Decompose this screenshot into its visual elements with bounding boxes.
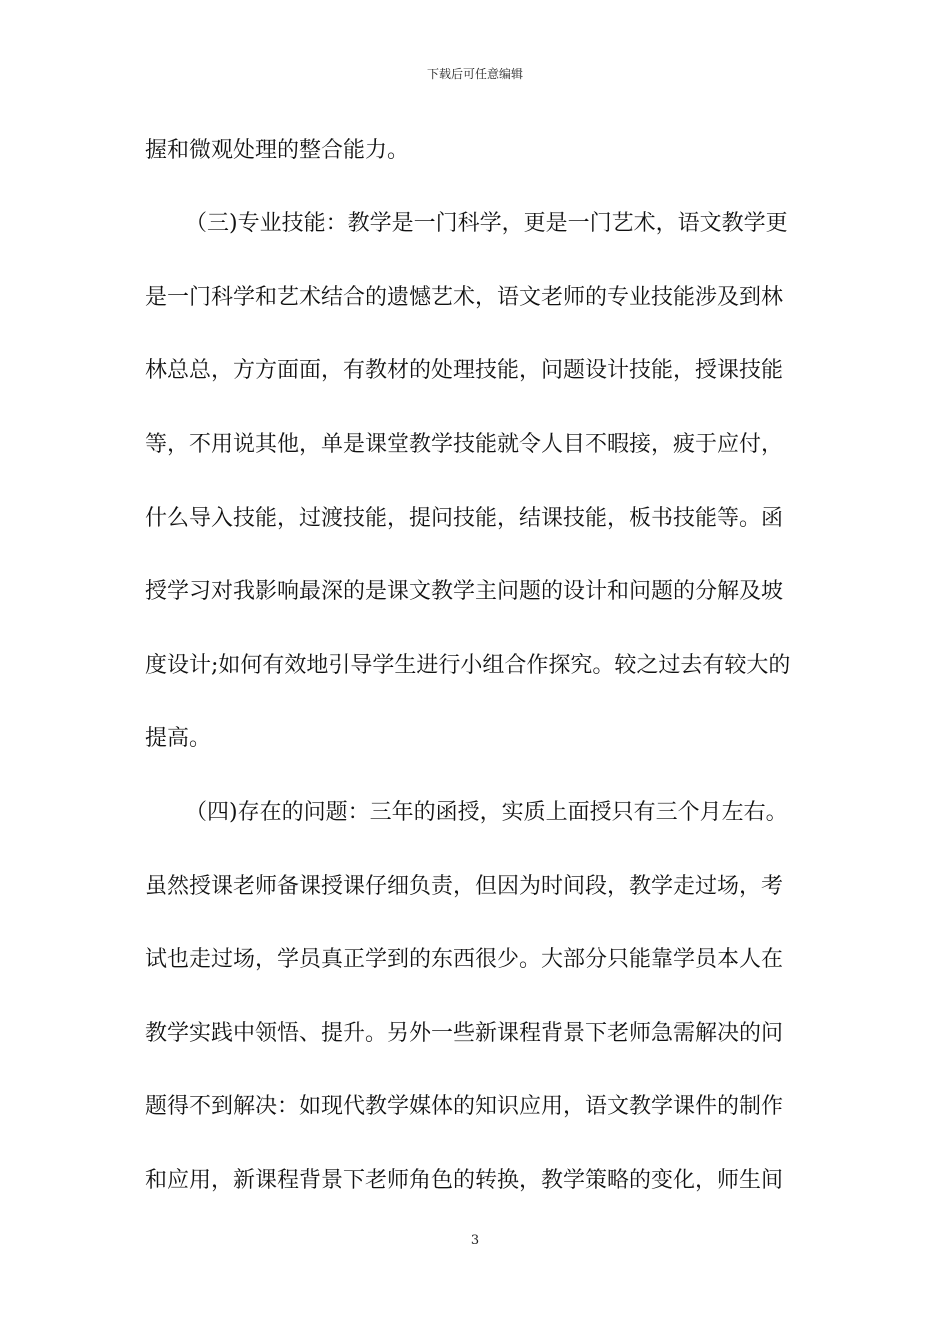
text-line: 教学实践中领悟、提升。另外一些新课程背景下老师急需解决的问	[145, 1021, 784, 1046]
text-line: 提高。	[145, 726, 212, 751]
text-line: （三)专业技能：教学是一门科学，更是一门艺术，语文教学更	[185, 211, 788, 236]
text-line: 题得不到解决：如现代教学媒体的知识应用，语文教学课件的制作	[145, 1094, 784, 1119]
text-line: 等，不用说其他，单是课堂教学技能就令人目不暇接，疲于应付，	[145, 432, 784, 457]
text-line: 度设计;如何有效地引导学生进行小组合作探究。较之过去有较大的	[145, 653, 791, 678]
text-line: 试也走过场，学员真正学到的东西很少。大部分只能靠学员本人在	[145, 947, 784, 972]
text-line: （四)存在的问题：三年的函授，实质上面授只有三个月左右。	[185, 800, 788, 825]
page-header: 下载后可任意编辑	[426, 67, 523, 81]
text-line: 握和微观处理的整合能力。	[145, 138, 410, 163]
text-line: 虽然授课老师备课授课仔细负责，但因为时间段，教学走过场，考	[145, 874, 784, 899]
text-line: 林总总，方方面面，有教材的处理技能，问题设计技能，授课技能	[145, 358, 784, 383]
page-number: 3	[470, 1233, 480, 1248]
text-line: 授学习对我影响最深的是课文教学主问题的设计和问题的分解及坡	[145, 579, 784, 604]
text-line: 什么导入技能，过渡技能，提问技能，结课技能，板书技能等。函	[145, 506, 784, 531]
text-line: 是一门科学和艺术结合的遗憾艺术，语文老师的专业技能涉及到林	[145, 285, 784, 310]
text-line: 和应用，新课程背景下老师角色的转换，教学策略的变化，师生间	[145, 1168, 784, 1193]
